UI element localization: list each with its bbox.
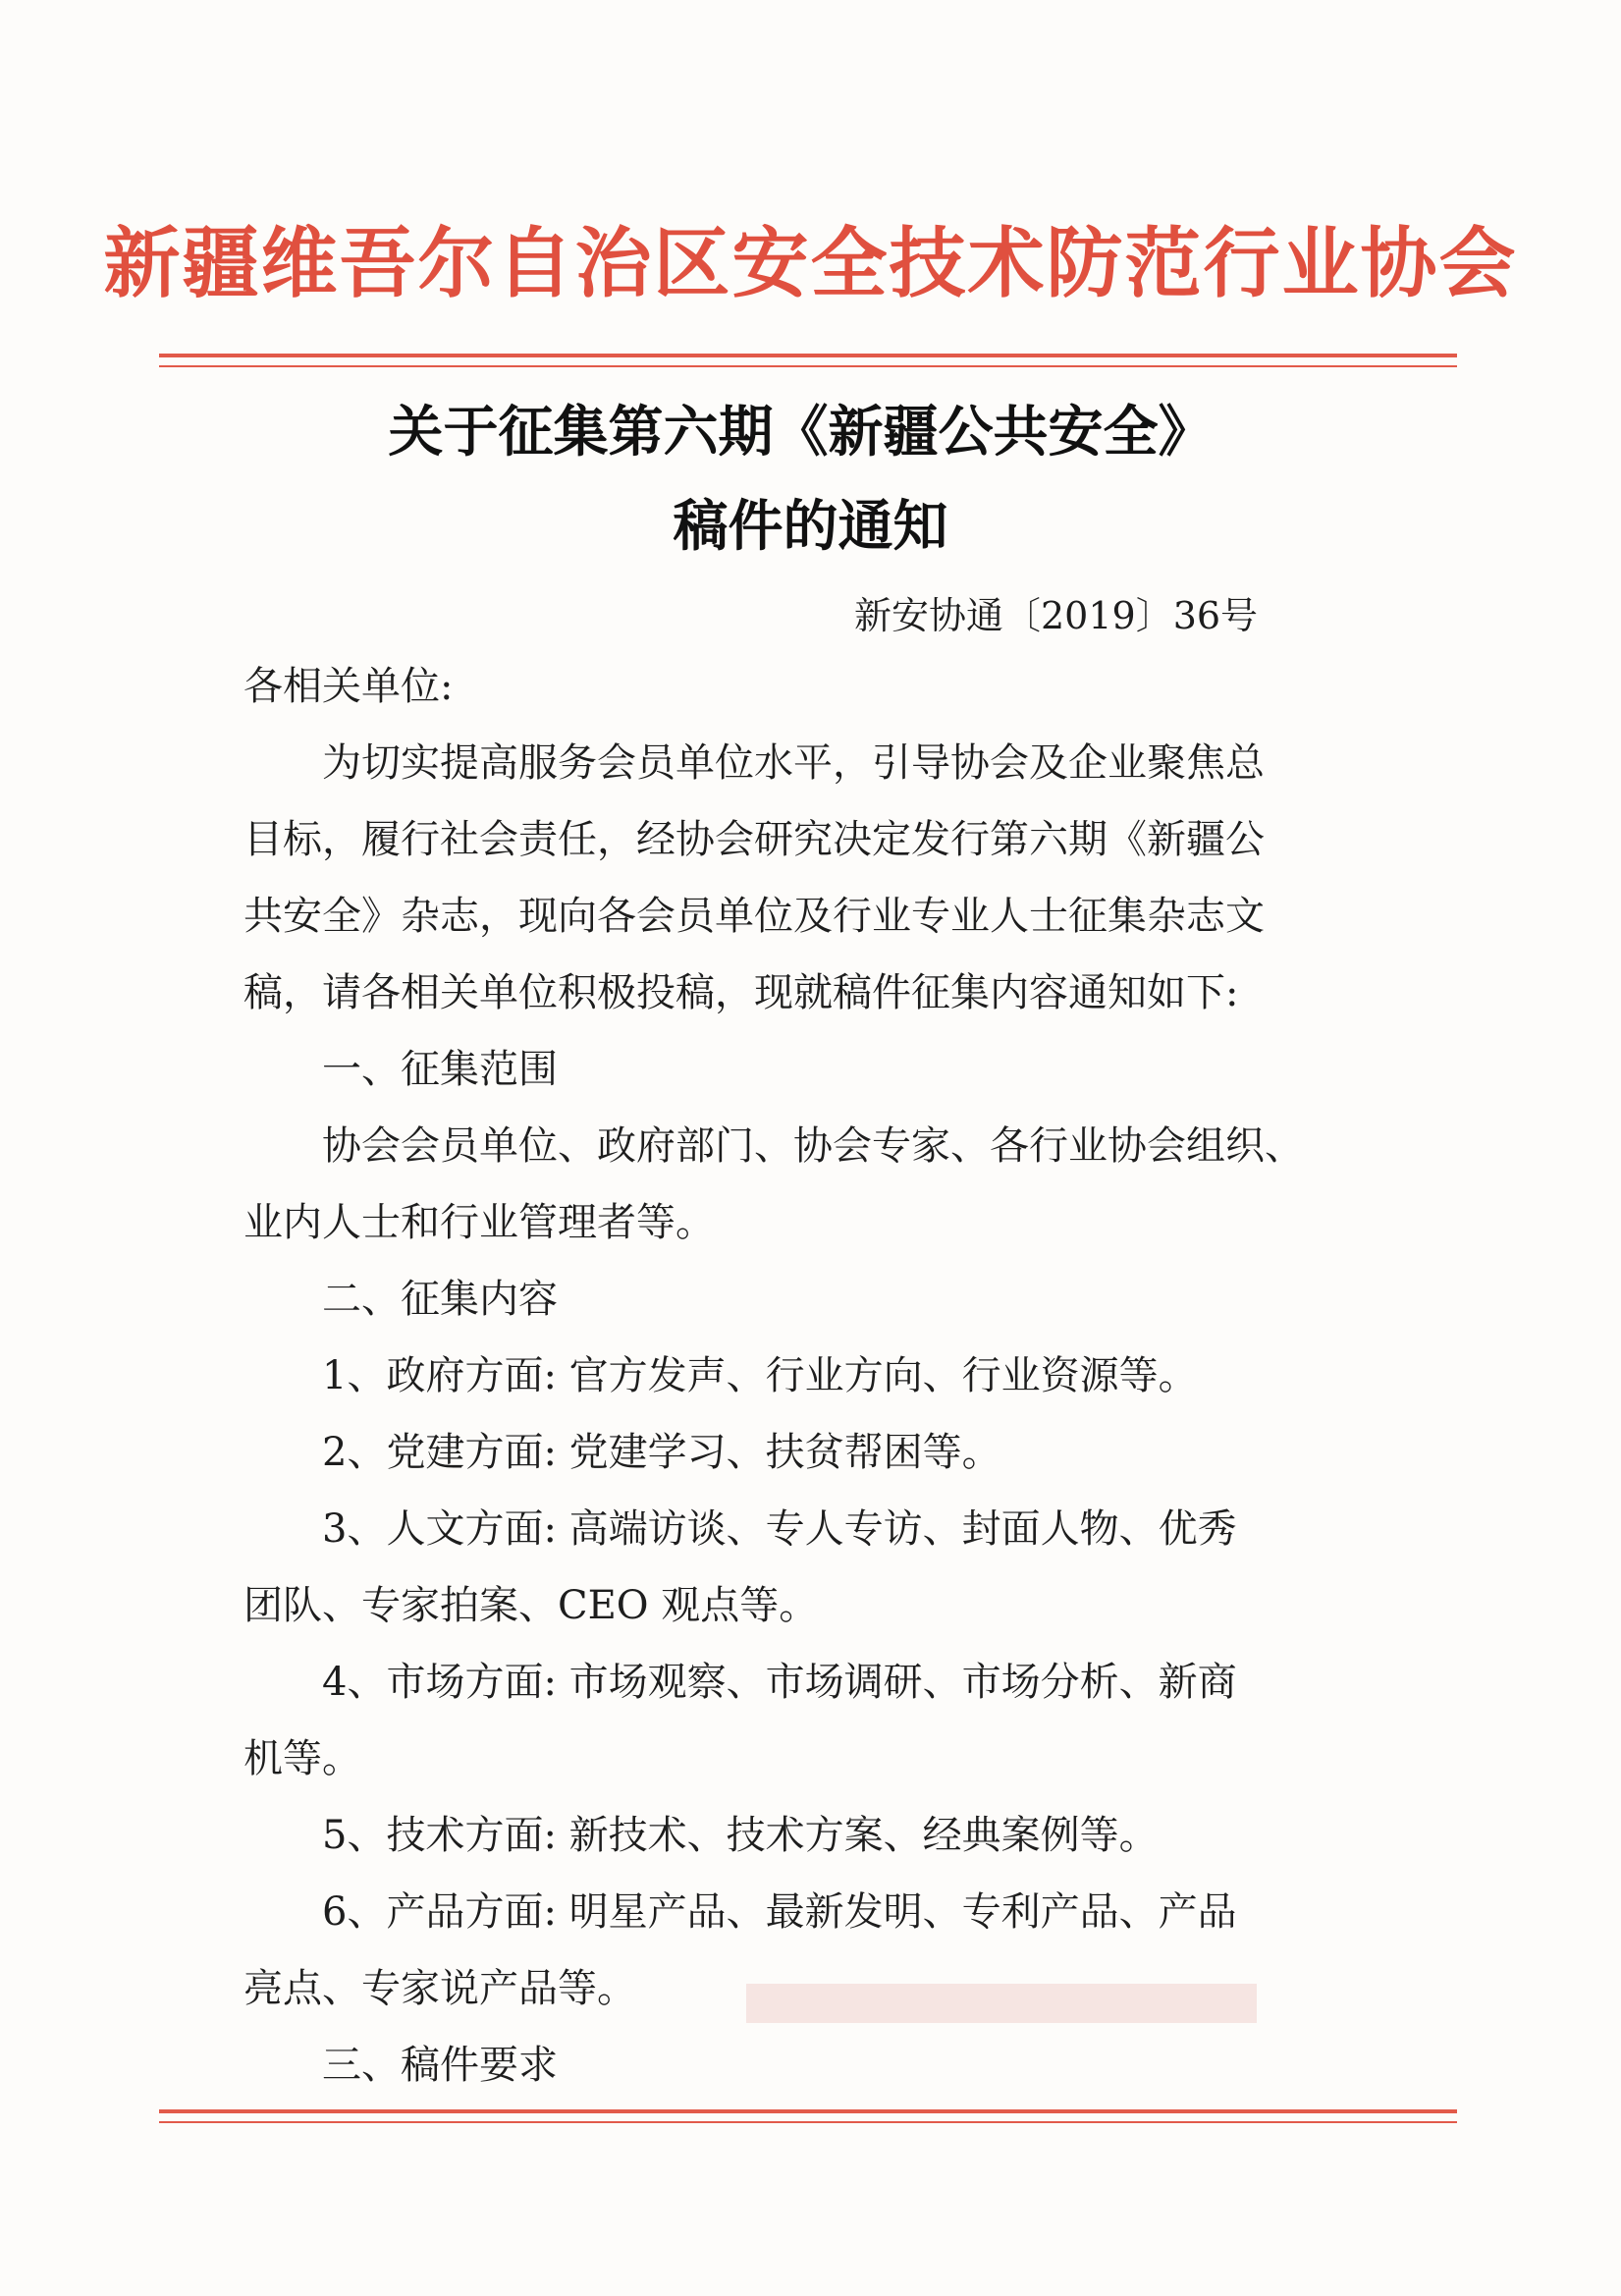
content-item: 1、政府方面: 官方发声、行业方向、行业资源等。 (322, 1353, 1198, 1398)
content-item: 3、人文方面: 高端访谈、专人专访、封面人物、优秀 (322, 1506, 1237, 1552)
section-heading-3: 三、稿件要求 (322, 2043, 558, 2088)
intro-line: 稿，请各相关单位积极投稿，现就稿件征集内容通知如下: (243, 970, 1239, 1015)
intro-line: 目标，履行社会责任，经协会研究决定发行第六期《新疆公 (243, 817, 1265, 862)
section-heading-1: 一、征集范围 (322, 1047, 558, 1092)
section1-line: 业内人士和行业管理者等。 (243, 1200, 715, 1245)
content-item: 2、党建方面: 党建学习、扶贫帮困等。 (322, 1430, 1001, 1475)
intro-line: 为切实提高服务会员单位水平，引导协会及企业聚焦总 (322, 740, 1265, 786)
content-item-continued: 亮点、专家说产品等。 (243, 1966, 636, 2011)
content-item: 4、市场方面: 市场观察、市场调研、市场分析、新商 (322, 1660, 1237, 1705)
content-item-continued: 团队、专家拍案、CEO 观点等。 (243, 1583, 819, 1628)
letterhead-org-name: 新疆维吾尔自治区安全技术防范行业协会 (103, 219, 1518, 308)
footer-rule-thick (159, 2109, 1457, 2113)
document-number: 新安协通〔2019〕36号 (854, 594, 1259, 637)
seal-bleedthrough (746, 1974, 1257, 2043)
intro-line: 共安全》杂志，现向各会员单位及行业专业人士征集杂志文 (243, 894, 1265, 939)
content-item: 5、技术方面: 新技术、技术方案、经典案例等。 (322, 1813, 1159, 1858)
section1-line: 协会会员单位、政府部门、协会专家、各行业协会组织、 (322, 1123, 1304, 1169)
content-item: 6、产品方面: 明星产品、最新发明、专利产品、产品 (322, 1889, 1237, 1935)
section-heading-2: 二、征集内容 (322, 1277, 558, 1322)
letterhead-rule-thin (159, 365, 1457, 367)
footer-rule-thin (159, 2121, 1457, 2123)
letterhead-rule-thick (159, 354, 1457, 357)
document-title-line-1: 关于征集第六期《新疆公共安全》 (388, 400, 1214, 465)
content-item-continued: 机等。 (243, 1736, 361, 1781)
document-title-line-2: 稿件的通知 (673, 494, 948, 559)
salutation: 各相关单位: (243, 664, 454, 709)
